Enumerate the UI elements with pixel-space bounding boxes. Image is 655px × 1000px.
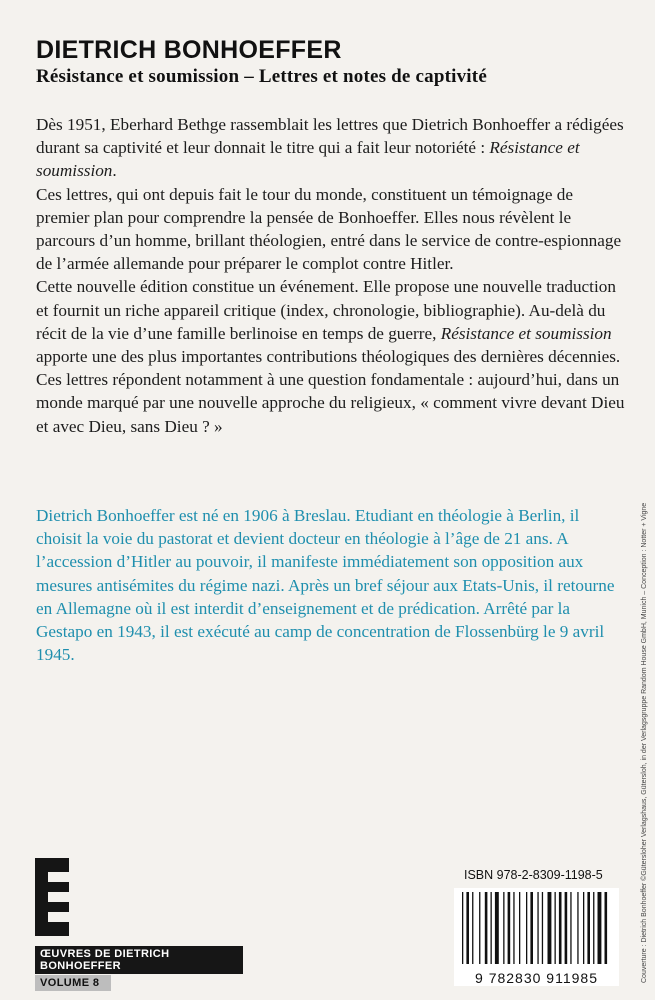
blurb-text: Dès 1951, Eberhard Bethge rassemblait les lettres que Dietrich Bonhoeffer a rédigées durant sa captivité et leur donnait le titre qui a fait leur notoriété : xyxy=(36,115,624,158)
back-cover-blurb xyxy=(36,113,626,438)
author-name: DIETRICH BONHOEFFER xyxy=(36,36,342,64)
biography-text: Dietrich Bonhoeffer est né en 1906 à Breslau. Etudiant en théologie à Berlin, il choisit la voie du pastorat et devient docteur en théologie à l’âge de 21 ans. A l’accession d’Hitler au pouvoir, il manifeste immédiatement son opposition aux mesures antisémites du régime nazi. Après un bref séjour aux Etats-Unis, il retourne en Allemagne où il est interdit d’enseignement et de prédication. Arrêté par la Gestapo en 1943, il est exécuté au camp de concentration de Flossenbürg le 9 avril 1945. xyxy=(36,506,615,665)
cover-credit xyxy=(639,502,651,990)
publisher-logo xyxy=(35,858,69,936)
series-name: ŒUVRES DE DIETRICH BONHOEFFER xyxy=(35,946,243,974)
book-title-italic: Résistance et soumission xyxy=(440,323,612,343)
author-biography xyxy=(36,504,626,666)
isbn-barcode xyxy=(454,888,619,986)
barcode-digits: 9 782830 911985 xyxy=(475,970,598,986)
blurb-text: apporte une des plus importantes contributions théologiques des dernières décennies. Ces lettres répondent notamment à une question fondamentale : aujourd’hui, dans un monde marqué par une nouvelle approche du religieux, « comment vivre devant Dieu et avec Dieu, sans Dieu ? » xyxy=(36,347,625,436)
blurb-paragraph-3 xyxy=(36,275,626,437)
blurb-paragraph-2: Ces lettres, qui ont depuis fait le tour du monde, constituent un témoignage de premier plan pour comprendre la pensée de Bonhoeffer. Elles nous révèlent le parcours d’un homme, brillant théologien, entré dans le service de contre-espionnage de l’armée allemande pour préparer le complot contre Hitler. xyxy=(36,184,622,274)
series-label xyxy=(35,946,243,991)
book-title: Résistance et soumission – Lettres et notes de captivité xyxy=(36,66,487,87)
blurb-paragraph-1 xyxy=(36,113,626,183)
blurb-text: . xyxy=(112,161,117,181)
series-volume: VOLUME 8 xyxy=(35,975,111,991)
book-title-italic: Résistance et soumission xyxy=(36,138,580,181)
blurb-text: Cette nouvelle édition constitue un événement. Elle propose une nouvelle traduction et fournit un riche appareil critique (index, chronologie, bibliographie). Au-delà du récit de la vie d’une famille berlinoise en temps de guerre, xyxy=(36,277,616,343)
isbn-label: ISBN 978-2-8309-1198-5 xyxy=(464,868,603,882)
cover-credit-text: Couverture : Dietrich Bonhoeffer ©Gütersloher Verlagshaus, Gütersloh, in der Verlagsgruppe Random House GmbH, Munich – Conception : Notter + Vigne xyxy=(641,502,648,983)
barcode-bars xyxy=(454,888,619,968)
